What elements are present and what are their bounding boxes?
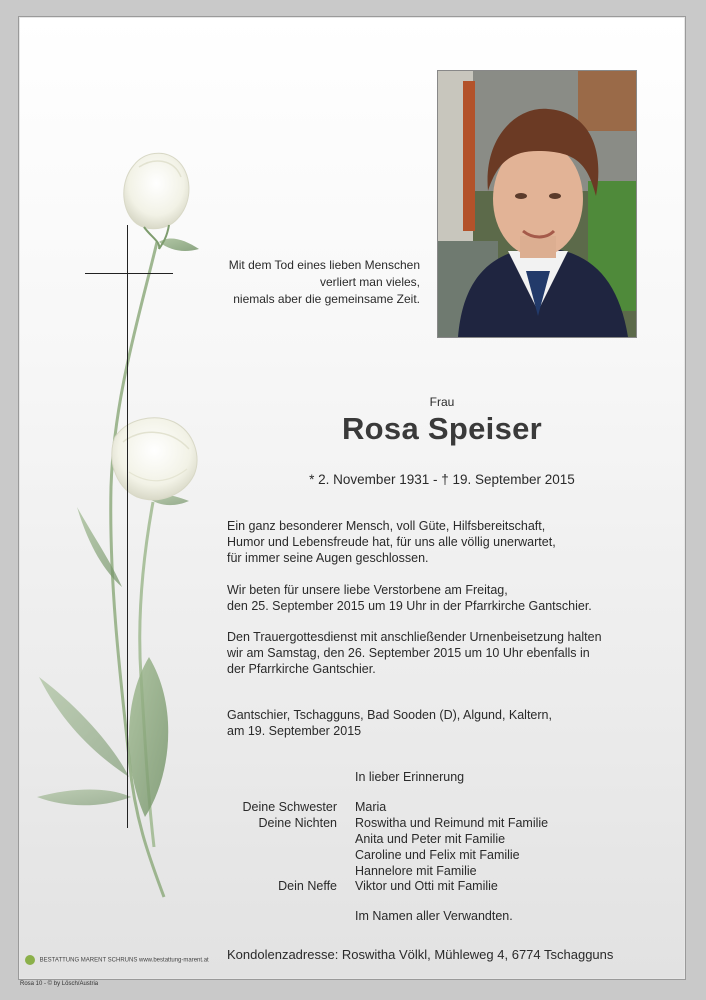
- cross-vertical-line: [127, 225, 128, 828]
- life-dates: * 2. November 1931 - † 19. September 2015: [309, 472, 575, 487]
- text-line: Humor und Lebensfreude hat, für uns alle völlig unerwartet,: [227, 535, 556, 549]
- closing-line: Im Namen aller Verwandten.: [355, 909, 513, 923]
- sister-name: Maria: [355, 800, 387, 814]
- text-line: für immer seine Augen geschlossen.: [227, 551, 429, 565]
- text-line: wir am Samstag, den 26. September 2015 um 10 Uhr ebenfalls in: [227, 646, 590, 660]
- text-line: Gantschier, Tschagguns, Bad Sooden (D), Algund, Kaltern,: [227, 708, 552, 722]
- prayer-paragraph: [227, 582, 627, 614]
- white-roses-illustration: [19, 17, 249, 917]
- sister-label: Deine Schwester: [242, 800, 337, 814]
- funeral-service-paragraph: [227, 629, 627, 677]
- footer-credit: Rosa 10 - © by Lösch/Austria: [20, 981, 99, 987]
- quote-line: verliert man vieles,: [319, 275, 420, 289]
- memorial-quote: [215, 257, 420, 308]
- niece-entry: Anita und Peter mit Familie: [355, 832, 506, 846]
- text-line: Wir beten für unsere liebe Verstorbene am Freitag,: [227, 583, 508, 597]
- text-line: Ein ganz besonderer Mensch, voll Güte, Hilfsbereitschaft,: [227, 519, 546, 533]
- obituary-card: [18, 16, 686, 980]
- condolence-address: Kondolenzadresse: Roswitha Völkl, Mühleweg 4, 6774 Tschagguns: [227, 947, 614, 962]
- nephew-entry: Viktor und Otti mit Familie: [355, 879, 498, 893]
- deceased-name: Rosa Speiser: [341, 411, 543, 446]
- cross-horizontal-line: [85, 273, 173, 274]
- quote-line: niemals aber die gemeinsame Zeit.: [233, 292, 420, 306]
- niece-entry: Hannelore mit Familie: [355, 864, 477, 878]
- salutation: Frau: [429, 395, 455, 409]
- leaf-logo-icon: [25, 955, 35, 965]
- text-line: den 25. September 2015 um 19 Uhr in der Pfarrkirche Gantschier.: [227, 599, 592, 613]
- portrait-photo: [437, 70, 637, 338]
- portrait-image: [438, 71, 636, 337]
- memory-heading: In lieber Erinnerung: [355, 770, 465, 784]
- place-and-date: [227, 707, 627, 739]
- tribute-paragraph: [227, 518, 627, 566]
- niece-entry: Roswitha und Reimund mit Familie: [355, 816, 549, 830]
- funeral-home-logo: [25, 955, 209, 965]
- text-line: der Pfarrkirche Gantschier.: [227, 662, 376, 676]
- logo-text: BESTATTUNG MARENT SCHRUNS www.bestattung-marent.at: [39, 957, 209, 964]
- quote-line: Mit dem Tod eines lieben Menschen: [228, 258, 420, 272]
- text-line: am 19. September 2015: [227, 724, 362, 738]
- nieces-label: Deine Nichten: [258, 816, 337, 830]
- text-line: Den Trauergottesdienst mit anschließender Urnenbeisetzung halten: [227, 630, 602, 644]
- nephew-label: Dein Neffe: [278, 879, 337, 893]
- niece-entry: Caroline und Felix mit Familie: [355, 848, 520, 862]
